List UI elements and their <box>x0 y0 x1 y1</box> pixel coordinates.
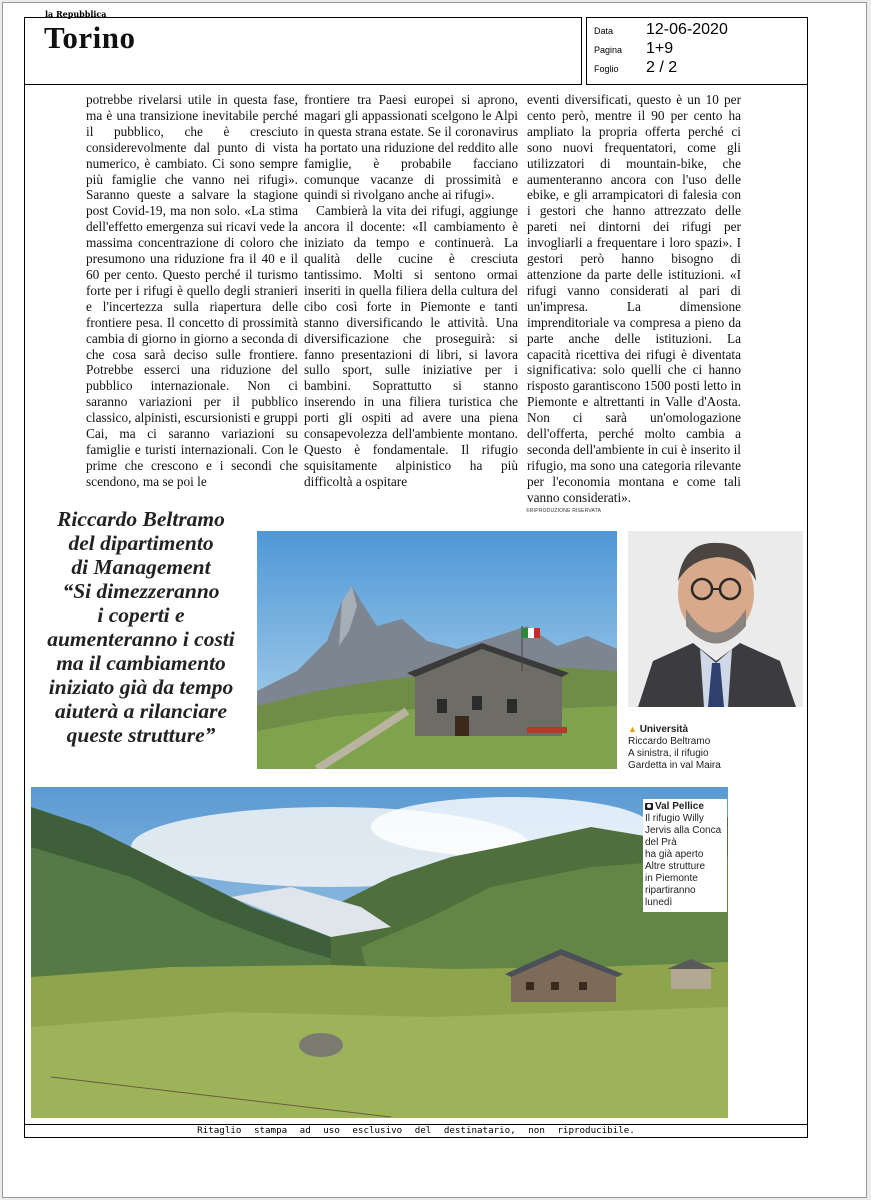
sheet-row <box>594 59 677 77</box>
caption-line: Jervis alla Conca <box>645 825 722 836</box>
column-2-paragraph-2: Cambierà la vita dei rifugi, aggiunge ancora il docente: «Il cambiamento è iniziato da tempo e continuerà. La qualità delle cucine è cresciuta tantissimo. Molti si sentono ormai inseriti in quella filiera della cultura del cibo così forte in Piemonte e tanti stanno diversificando le attività. Una diversificazione che proseguirà: si fanno presentazioni di libri, si lavora sullo sport, sulle iniziative per i bambini. Soprattutto si stanno inserendo in una filiera turistica che porti gli ospiti ad avere una piena consapevolezza dell'ambiente montano. Questo è fondamentale. Il rifugio squisitamente alpinistico ha più difficoltà a ospitare <box>304 203 518 489</box>
caption-heading: Università <box>639 724 689 735</box>
quote-line: aiuterà a rilanciare <box>54 699 227 723</box>
page-label: Pagina <box>594 45 623 55</box>
refuge-photo <box>257 531 617 769</box>
column-1-paragraph: potrebbe rivelarsi utile in questa fase, ma è una transizione inevitabile perché il pubblico, che è cresciuto considerevolmente dal punto di vista numerico, è cambiato. Ci sono sempre più famiglie che vanno nei rifugi». Saranno queste a salvare la stagione post Covid-19, ma non solo. «La stima dell'effetto emergenza sui ricavi vede la massima concentrazione di coloro che presumono una riduzione fra il 40 e il 60 per cento. Questo perché il turismo forte per i rifugi è quello degli stranieri e l'incertezza sulla riapertura delle frontiere pesa. Il concetto di prossimità cambia di giorno in giorno a seconda di che cosa sarà deciso sulle frontiere. Potrebbe esserci una riduzione del pubblico internazionale. Non ci saranno variazioni per il pubblico classico, alpinisti, escursionisti e gruppi Cai, ma ci saranno variazioni su famiglie e turisti internazionali. Con le prime che crescono e i secondi che scendono, ma se poi le <box>86 92 298 489</box>
portrait-caption <box>628 723 803 772</box>
valley-caption <box>643 799 727 912</box>
article-column-3 <box>527 92 741 506</box>
caption-line: Il rifugio Willy <box>645 813 704 824</box>
pull-quote <box>30 507 252 747</box>
quote-line: ma il cambiamento <box>56 651 226 675</box>
quote-line: iniziato già da tempo <box>48 675 234 699</box>
valley-photo <box>31 787 728 1118</box>
date-row <box>594 21 728 39</box>
caption-line: ripartiranno <box>645 885 696 896</box>
footer-notice: Ritaglio stampa ad uso esclusivo del destinatario, non riproducibile. <box>197 1125 635 1136</box>
portrait-photo <box>628 531 803 707</box>
caption-line: ha già aperto <box>645 849 704 860</box>
quote-line: di Management <box>71 555 211 579</box>
quote-line: i coperti e <box>97 603 185 627</box>
quote-line: “Si dimezzeranno <box>62 579 220 603</box>
quote-line: aumenteranno i costi <box>47 627 235 651</box>
page-value: 1+9 <box>646 40 674 57</box>
caption-line: Gardetta in val Maira <box>628 760 721 771</box>
caption-line: del Prà <box>645 837 677 848</box>
caption-line: lunedì <box>645 897 673 908</box>
caption-line: Riccardo Beltramo <box>628 736 711 747</box>
caption-heading: Val Pellice <box>655 801 704 812</box>
metadata-box <box>586 17 808 85</box>
date-value: 12-06-2020 <box>646 21 728 38</box>
sheet-label: Foglio <box>594 64 619 74</box>
column-2-paragraph-1: frontiere tra Paesi europei si aprono, magari gli appassionati scelgono le Alpi in questa strana estate. Se il coronavirus ha portato una riduzione del reddito alle famiglie, è probabile facciano comunque vacanze di prossimità e quindi si rivolgano anche ai rifugi». <box>304 92 518 203</box>
copyright-note: ©RIPRODUZIONE RISERVATA <box>526 508 602 514</box>
caption-line: Altre strutture <box>645 861 706 872</box>
camera-icon <box>645 803 653 810</box>
quote-line: Riccardo Beltramo <box>57 507 225 531</box>
article-column-2 <box>304 92 518 490</box>
brand-name: la Repubblica <box>45 9 107 19</box>
edition-city: Torino <box>44 20 136 55</box>
page-row <box>594 40 673 58</box>
quote-line: queste strutture” <box>66 723 216 747</box>
caption-line: in Piemonte <box>645 873 698 884</box>
article-column-1 <box>86 92 298 490</box>
caption-line: A sinistra, il rifugio <box>628 748 709 759</box>
sheet-value: 2 / 2 <box>646 59 678 76</box>
triangle-icon: ▲ <box>628 724 637 734</box>
column-3-paragraph: eventi diversificati, questo è un 10 per cento però, mentre il 90 per cento ha ampliato la propria offerta perché ci sono nuovi frequentatori, come gli utilizzatori di mountain-bike, che aumenteranno ancora con l'uso delle ebike, e gli arrampicatori di falesia con i gestori che hanno attrezzato delle pareti nei dintorni dei rifugi per invogliarli a frequentare i loro spazi». I gestori però hanno bisogno di attenzione da parte delle istituzioni. «I rifugi vanno considerati al pari di un'impresa. La dimensione imprenditoriale va compresa a pieno da parte anche delle istituzioni. La capacità ricettiva dei rifugi è diventata significativa: solo quelli che ci hanno risposto garantiscono 1500 posti letto in Piemonte e altrettanti in Valle d'Aosta. Non ci sarà un'omologazione dell'offerta, perché molto cambia a seconda dell'ambiente in cui è inserito il rifugio, ma sono una categoria rilevante per l'economia montana e come tali vanno considerati». <box>527 92 741 505</box>
date-label: Data <box>594 26 614 36</box>
quote-line: del dipartimento <box>68 531 214 555</box>
